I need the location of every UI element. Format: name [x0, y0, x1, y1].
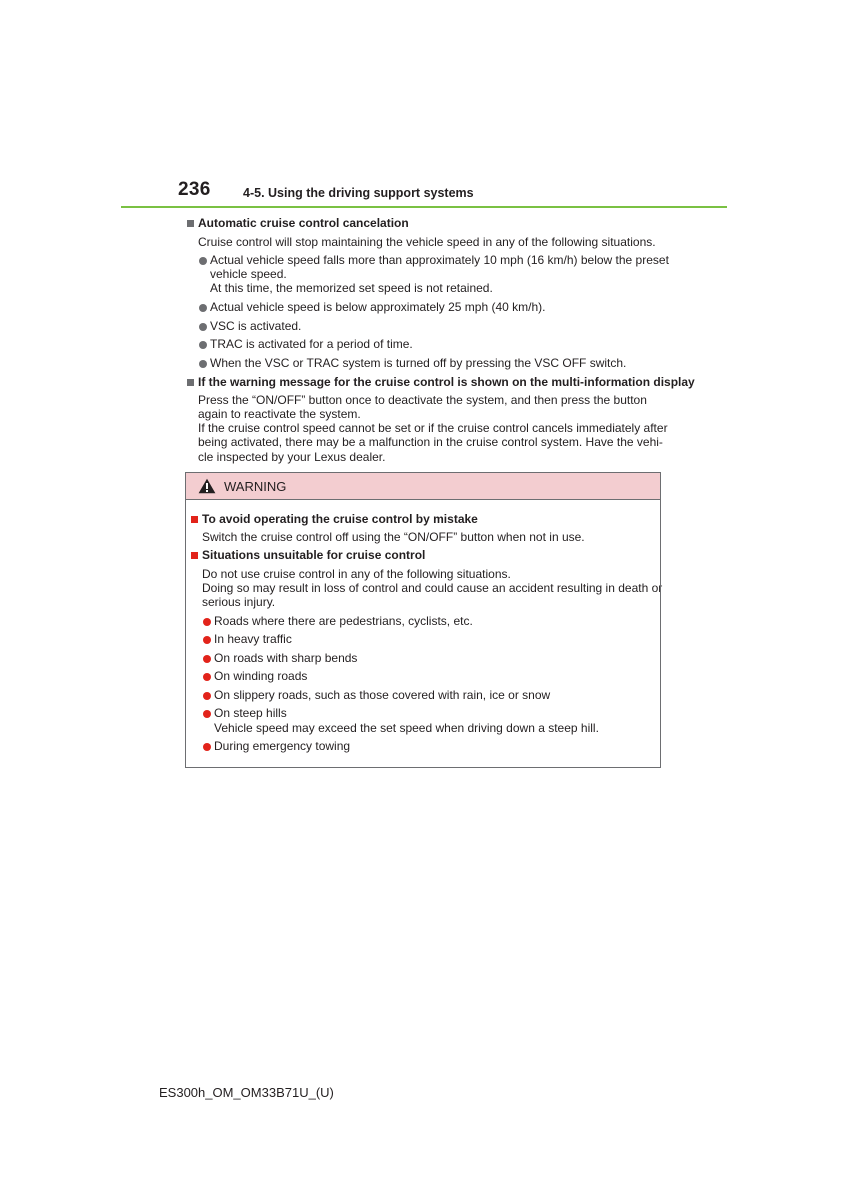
- warning-triangle-icon: [198, 478, 216, 499]
- page-number: 236: [178, 179, 211, 200]
- warning-bullet-line: Roads where there are pedestrians, cyclists, etc.: [214, 614, 473, 628]
- paragraph-line: Press the “ON/OFF” button once to deactivate the system, and then press the button: [198, 393, 647, 407]
- footer-code: ES300h_OM_OM33B71U_(U): [159, 1085, 334, 1100]
- header-rule: [121, 206, 727, 208]
- warning-box: [185, 472, 661, 768]
- square-marker: [187, 379, 194, 386]
- warning-header: [186, 473, 660, 500]
- section-title: 4-5. Using the driving support systems: [243, 186, 474, 200]
- warning-text-line: Doing so may result in loss of control and could cause an accident resulting in death or: [202, 581, 663, 595]
- bullet-dot: [199, 257, 207, 265]
- subsection-title: If the warning message for the cruise control is shown on the multi-information display: [198, 375, 695, 389]
- warning-bullet-line: On winding roads: [214, 669, 308, 683]
- warning-text-line: Do not use cruise control in any of the following situations.: [202, 567, 511, 581]
- warning-bullet-line: On roads with sharp bends: [214, 651, 358, 665]
- bullet-dot: [199, 304, 207, 312]
- bullet-line: When the VSC or TRAC system is turned off by pressing the VSC OFF switch.: [210, 356, 627, 370]
- warning-bullet-line: On steep hills: [214, 706, 287, 720]
- warning-text-line: serious injury.: [202, 595, 276, 609]
- square-marker: [187, 220, 194, 227]
- bullet-line: Actual vehicle speed falls more than approximately 10 mph (16 km/h) below the preset: [210, 253, 669, 267]
- warning-item-title: Situations unsuitable for cruise control: [202, 548, 426, 562]
- warning-bullet-line: During emergency towing: [214, 739, 351, 753]
- bullet-dot: [199, 323, 207, 331]
- warning-bullet-line: Vehicle speed may exceed the set speed when driving down a steep hill.: [214, 721, 599, 735]
- bullet-dot: [199, 360, 207, 368]
- paragraph-line: again to reactivate the system.: [198, 407, 361, 421]
- warning-bullet-line: In heavy traffic: [214, 632, 292, 646]
- warning-text-line: Switch the cruise control off using the “ON/OFF” button when not in use.: [202, 530, 585, 544]
- bullet-line: Actual vehicle speed is below approximately 25 mph (40 km/h).: [210, 300, 546, 314]
- subsection-title: Automatic cruise control cancelation: [198, 216, 409, 230]
- paragraph-line: Cruise control will stop maintaining the vehicle speed in any of the following situations.: [198, 235, 656, 249]
- paragraph-line: cle inspected by your Lexus dealer.: [198, 450, 386, 464]
- bullet-dot: [199, 341, 207, 349]
- warning-item-title: To avoid operating the cruise control by mistake: [202, 512, 478, 526]
- bullet-line: VSC is activated.: [210, 319, 302, 333]
- bullet-line: vehicle speed.: [210, 267, 287, 281]
- warning-bullet-line: On slippery roads, such as those covered with rain, ice or snow: [214, 688, 551, 702]
- paragraph-line: If the cruise control speed cannot be set or if the cruise control cancels immediately after: [198, 421, 668, 435]
- bullet-line: At this time, the memorized set speed is not retained.: [210, 281, 493, 295]
- bullet-line: TRAC is activated for a period of time.: [210, 337, 413, 351]
- paragraph-line: being activated, there may be a malfunction in the cruise control system. Have the vehi-: [198, 435, 663, 449]
- warning-title: WARNING: [224, 479, 287, 494]
